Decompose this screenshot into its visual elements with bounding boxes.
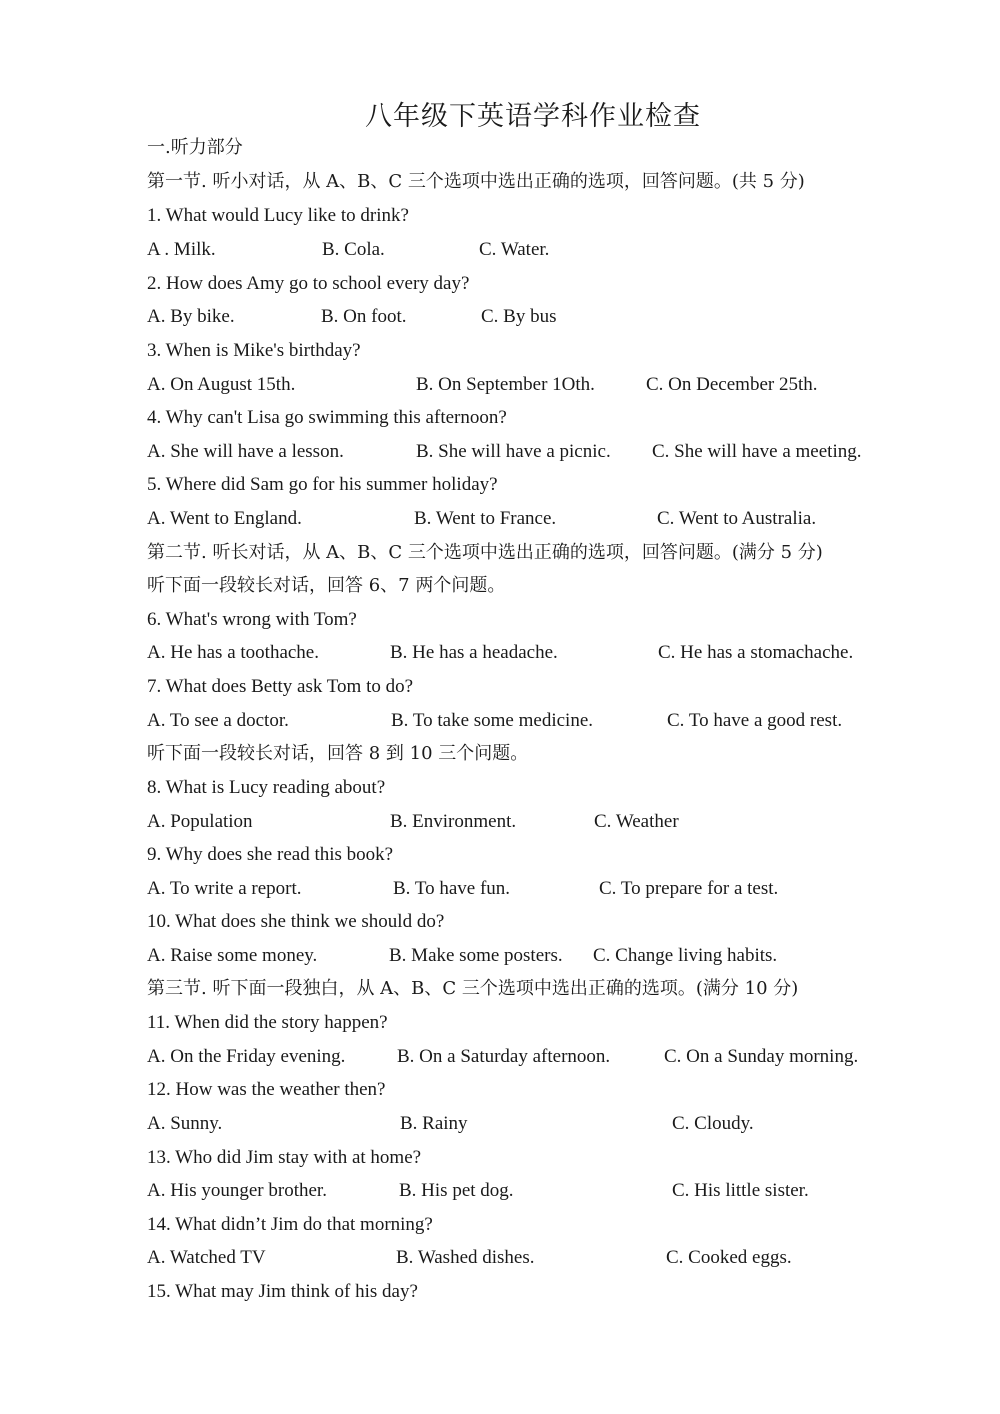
- section-2-instructions: 第二节. 听长对话，从 A、B、C 三个选项中选出正确的选项，回答问题。(满分 5 分): [147, 542, 823, 563]
- question-7: 7. What does Betty ask Tom to do?: [147, 676, 414, 697]
- question-10-option-b: B. Make some posters.: [389, 945, 563, 966]
- question-12: 12. How was the weather then?: [147, 1079, 386, 1100]
- question-7-option-a: A. To see a doctor.: [147, 710, 289, 731]
- section-3-instructions: 第三节. 听下面一段独白，从 A、B、C 三个选项中选出正确的选项。(满分 10 分): [147, 978, 799, 999]
- question-10-option-c: C. Change living habits.: [593, 945, 778, 966]
- question-5-option-c: C. Went to Australia.: [657, 508, 817, 529]
- question-4-option-b: B. She will have a picnic.: [416, 441, 611, 462]
- question-10: 10. What does she think we should do?: [147, 911, 445, 932]
- question-4-option-a: A. She will have a lesson.: [147, 441, 344, 462]
- question-1-option-b: B. Cola.: [322, 239, 385, 260]
- question-8: 8. What is Lucy reading about?: [147, 777, 386, 798]
- question-12-option-a: A. Sunny.: [147, 1113, 223, 1134]
- question-5-option-a: A. Went to England.: [147, 508, 302, 529]
- question-1-option-c: C. Water.: [479, 239, 550, 260]
- question-12-option-c: C. Cloudy.: [672, 1113, 754, 1134]
- section-2-dialogue-1-intro: 听下面一段较长对话，回答 6、7 两个问题。: [147, 575, 506, 596]
- question-13: 13. Who did Jim stay with at home?: [147, 1147, 422, 1168]
- question-9: 9. Why does she read this book?: [147, 844, 394, 865]
- question-10-option-a: A. Raise some money.: [147, 945, 318, 966]
- question-2-option-b: B. On foot.: [321, 306, 407, 327]
- question-8-option-b: B. Environment.: [390, 811, 517, 832]
- question-7-option-c: C. To have a good rest.: [667, 710, 843, 731]
- question-14: 14. What didn’t Jim do that morning?: [147, 1214, 433, 1235]
- question-12-option-b: B. Rainy: [400, 1113, 468, 1134]
- question-1-option-a: A . Milk.: [147, 239, 216, 260]
- question-1: 1. What would Lucy like to drink?: [147, 205, 409, 226]
- question-13-option-b: B. His pet dog.: [399, 1180, 514, 1201]
- question-2: 2. How does Amy go to school every day?: [147, 273, 470, 294]
- question-2-option-c: C. By bus: [481, 306, 557, 327]
- question-9-option-c: C. To prepare for a test.: [599, 878, 779, 899]
- question-11-option-b: B. On a Saturday afternoon.: [397, 1046, 611, 1067]
- question-14-option-a: A. Watched TV: [147, 1247, 266, 1268]
- question-9-option-b: B. To have fun.: [393, 878, 511, 899]
- question-6-option-b: B. He has a headache.: [390, 642, 558, 663]
- question-8-option-a: A. Population: [147, 811, 253, 832]
- question-3-option-c: C. On December 25th.: [646, 374, 818, 395]
- question-4: 4. Why can't Lisa go swimming this afternoon?: [147, 407, 507, 428]
- section-1-instructions: 第一节. 听小对话，从 A、B、C 三个选项中选出正确的选项，回答问题。(共 5 分): [147, 171, 805, 192]
- section-2-dialogue-2-intro: 听下面一段较长对话，回答 8 到 10 三个问题。: [147, 743, 529, 764]
- question-5: 5. Where did Sam go for his summer holiday?: [147, 474, 498, 495]
- question-6-option-c: C. He has a stomachache.: [658, 642, 854, 663]
- question-7-option-b: B. To take some medicine.: [391, 710, 593, 731]
- question-4-option-c: C. She will have a meeting.: [652, 441, 862, 462]
- question-9-option-a: A. To write a report.: [147, 878, 302, 899]
- question-3: 3. When is Mike's birthday?: [147, 340, 361, 361]
- question-5-option-b: B. Went to France.: [414, 508, 557, 529]
- question-11-option-c: C. On a Sunday morning.: [664, 1046, 859, 1067]
- question-6: 6. What's wrong with Tom?: [147, 609, 357, 630]
- question-8-option-c: C. Weather: [594, 811, 679, 832]
- question-15: 15. What may Jim think of his day?: [147, 1281, 418, 1302]
- question-3-option-a: A. On August 15th.: [147, 374, 296, 395]
- page-title: 八年级下英语学科作业检查: [365, 101, 701, 132]
- question-13-option-a: A. His younger brother.: [147, 1180, 327, 1201]
- question-14-option-c: C. Cooked eggs.: [666, 1247, 792, 1268]
- question-6-option-a: A. He has a toothache.: [147, 642, 319, 663]
- question-11: 11. When did the story happen?: [147, 1012, 388, 1033]
- question-14-option-b: B. Washed dishes.: [396, 1247, 535, 1268]
- question-13-option-c: C. His little sister.: [672, 1180, 809, 1201]
- question-3-option-b: B. On September 1Oth.: [416, 374, 595, 395]
- part-heading: 一.听力部分: [147, 137, 243, 158]
- question-2-option-a: A. By bike.: [147, 306, 235, 327]
- question-11-option-a: A. On the Friday evening.: [147, 1046, 346, 1067]
